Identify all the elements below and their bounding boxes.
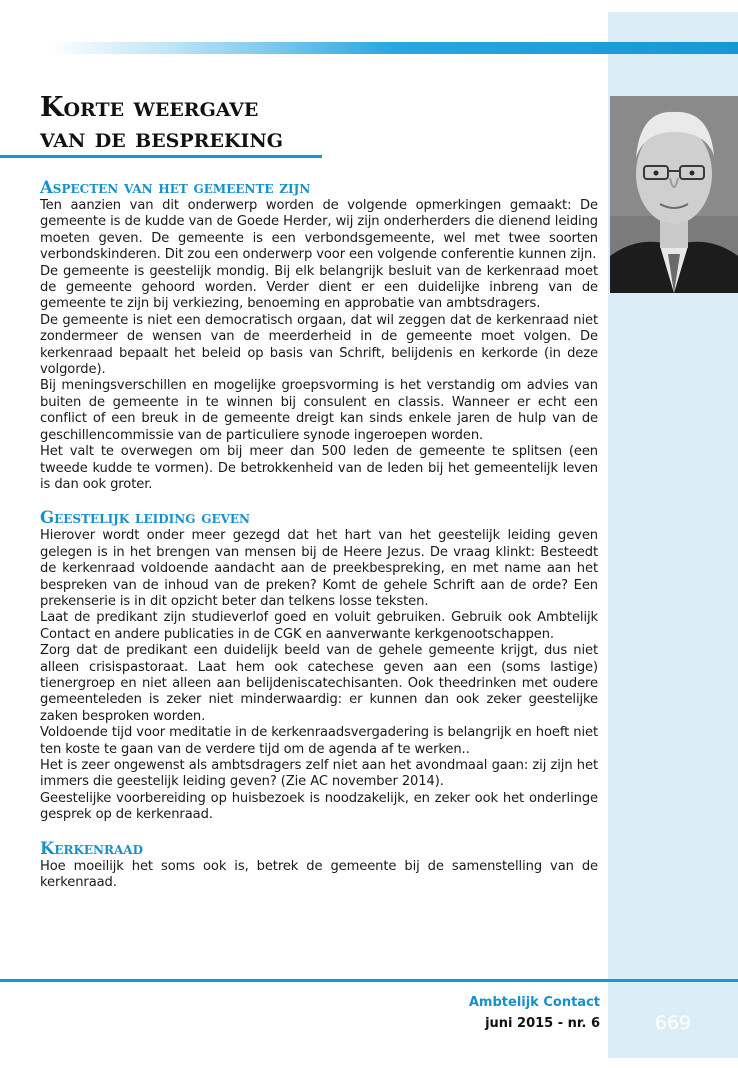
issue-info: juni 2015 - nr. 6 <box>485 1016 600 1031</box>
page-title-line-1: Korte weergave <box>40 92 259 123</box>
article-body <box>40 178 598 906</box>
magazine-name: Ambtelijk Contact <box>468 995 600 1010</box>
footer-rule <box>0 979 738 982</box>
section-heading: Kerkenraad <box>40 838 144 858</box>
section-heading: Aspecten van het gemeente zijn <box>40 178 311 197</box>
paragraph: Geestelijke voorbereiding op huisbezoek is noodzakelijk, en zeker ook het onderlinge gesprek op de kerkenraad. <box>40 790 598 823</box>
paragraph: Hoe moeilijk het soms ook is, betrek de gemeente bij de samenstelling van de kerkenraad. <box>40 858 598 891</box>
paragraph: Het valt te overwegen om bij meer dan 500 leden de gemeente te splitsen (een tweede kudde te vormen). De betrokkenheid van de leden bij het gemeentelijk leven is dan ook groter. <box>40 444 598 492</box>
paragraph: Bij meningsverschillen en mogelijke groepsvorming is het verstandig om advies van buiten de gemeente in te winnen bij consulent en classis. Wanneer er echt een conflict of een breuk in de gemeente dreigt kan sinds enkele jaren de hulp van de geschillencommissie van de particuliere synode ingeroepen worden. <box>40 378 598 443</box>
section-aspecten <box>40 178 598 493</box>
top-gradient-bar <box>48 42 738 54</box>
section-geestelijk-leiding <box>40 508 598 823</box>
section-heading: Geestelijk leiding geven <box>40 508 251 528</box>
title-underline <box>0 155 322 158</box>
paragraph: Voldoende tijd voor meditatie in de kerkenraadsvergadering is belangrijk en hoeft niet ten koste te gaan van de verdere tijd om de agenda af te werken.. <box>40 725 598 757</box>
paragraph: Hierover wordt onder meer gezegd dat het hart van het geestelijk leiding geven gelegen is in het brengen van mensen bij de Heere Jezus. De vraag klinkt: Besteedt de kerkenraad voldoende aandacht aan de preekbespreking, en met name aan het bespreken van de inhoud van de preken? Komt de gehele Schrift aan de orde? Een prekenserie is in dit opzicht beter dan telkens losse teksten. <box>40 528 598 609</box>
section-kerkenraad <box>40 839 598 892</box>
page-title-line-2: van de bespreking <box>40 123 283 154</box>
paragraph: De gemeente is niet een democratisch orgaan, dat wil zeggen dat de kerkenraad niet zondermeer de wensen van de meerderheid in de gemeente moet volgen. De kerkenraad bepaalt het beleid op basis van Schrift, belijdenis en kerkorde (in deze volgorde). <box>40 312 598 378</box>
paragraph: Laat de predikant zijn studieverlof goed en voluit gebruiken. Gebruik ook Ambtelijk Contact en andere publicaties in de CGK en aanverwante kerkgenootschappen. <box>40 610 598 642</box>
page-number: 669 <box>654 1012 692 1034</box>
paragraph: De gemeente is geestelijk mondig. Bij elk belangrijk besluit van de kerkenraad moet de gemeente gehoord worden. Verder dient er een duidelijke inbreng van de gemeente te zijn bij verkiezing, benoeming en approbatie van ambtsdragers. <box>40 263 598 312</box>
paragraph: Het is zeer ongewenst als ambtsdragers zelf niet aan het avondmaal gaan: zij zijn het immers die geestelijk leiding geven? (Zie AC november 2014). <box>40 758 598 790</box>
paragraph: Zorg dat de predikant een duidelijk beeld van de gehele gemeente krijgt, dus niet alleen crisispastoraat. Laat hem ook catechese geven aan een (soms lastige) tienergroep en niet alleen aan belijdeniscatechisanten. Ook theedrinken met oudere gemeenteleden is zeker niet minderwaardig: er kunnen dan ook zeker geestelijke zaken besproken worden. <box>40 643 598 724</box>
page-title <box>40 92 283 154</box>
author-photo <box>610 96 738 293</box>
paragraph: Ten aanzien van dit onderwerp worden de volgende opmerkingen gemaakt: De gemeente is de kudde van de Goede Herder, wij zijn onderherders die dienend leiding moeten geven. De gemeente is een verbondsgemeente, wel met twee soorten verbondskinderen. Dit zou een onderwerp voor een volgende conferentie kunnen zijn. <box>40 198 598 263</box>
